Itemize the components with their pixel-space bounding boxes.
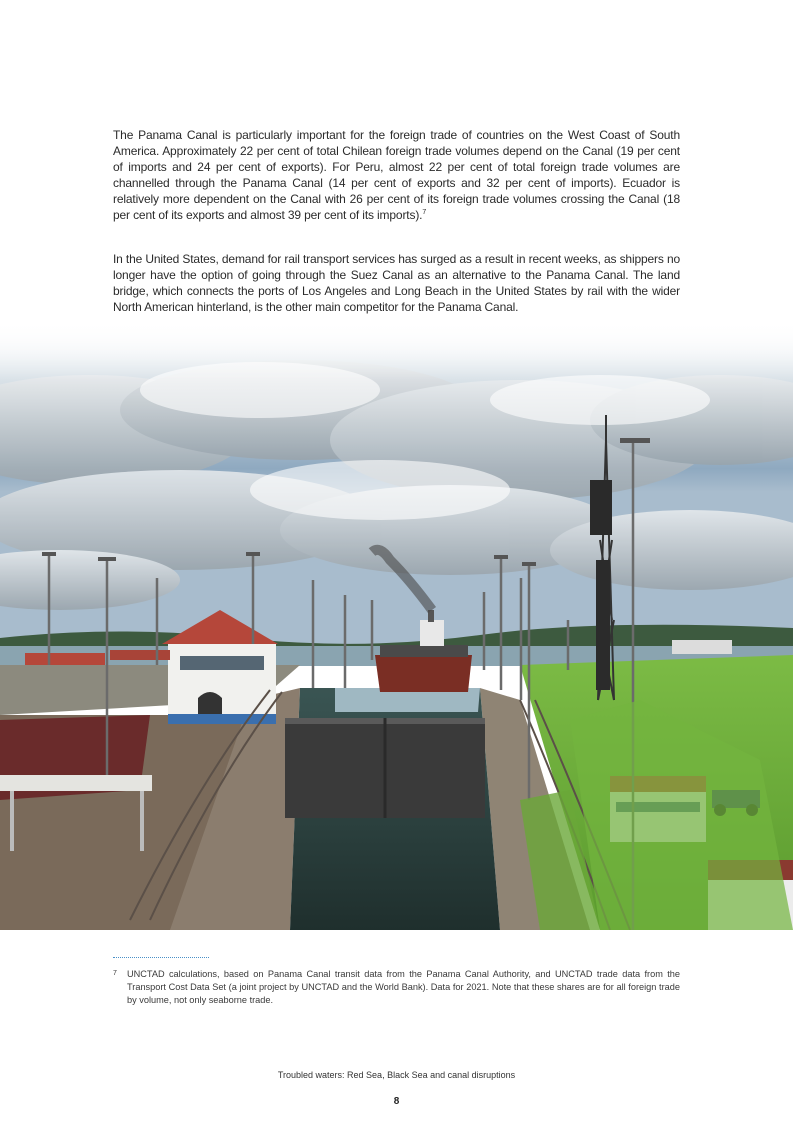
canal-locks-illustration	[0, 320, 793, 930]
footnote-text: UNCTAD calculations, based on Panama Canal transit data from the Panama Canal Authority, and UNCTAD trade data from the Transport Cost Data Set (a joint project by UNCTAD and the World Bank). Data for 2021. Note that these shares are for all foreign trade by volume, not only seaborne trade.	[127, 969, 680, 1005]
paragraph-1-text: The Panama Canal is particularly important for the foreign trade of countries on the West Coast of South America. Approximately 22 per cent of total Chilean foreign trade volumes depend on the Canal (19 per cent of imports and 24 per cent of exports). For Peru, almost 22 per cent of total foreign trade volumes are channelled through the Panama Canal (14 per cent of exports and 32 per cent of imports). Ecuador is relatively more dependent on the Canal with 26 per cent of its foreign trade volumes crossing the Canal (18 per cent of its exports and almost 39 per cent of its imports).	[113, 128, 680, 222]
body-paragraph-1	[113, 127, 680, 223]
footnote-mark: 7	[113, 970, 117, 977]
running-title: Troubled waters: Red Sea, Black Sea and canal disruptions	[277, 1070, 516, 1080]
footnote-separator	[113, 957, 209, 958]
panama-canal-photo	[0, 320, 793, 930]
footnote	[113, 968, 680, 1007]
footnote-reference[interactable]: 7	[422, 209, 427, 216]
body-paragraph-2: In the United States, demand for rail transport services has surged as a result in recent weeks, as shippers no longer have the option of going through the Suez Canal as an alternative to the Panama Canal. The land bridge, which connects the ports of Los Angeles and Long Beach in the United States by rail with the wider North American hinterland, is the other main competitor for the Panama Canal.	[113, 252, 680, 314]
page-number: 8	[393, 1096, 400, 1107]
